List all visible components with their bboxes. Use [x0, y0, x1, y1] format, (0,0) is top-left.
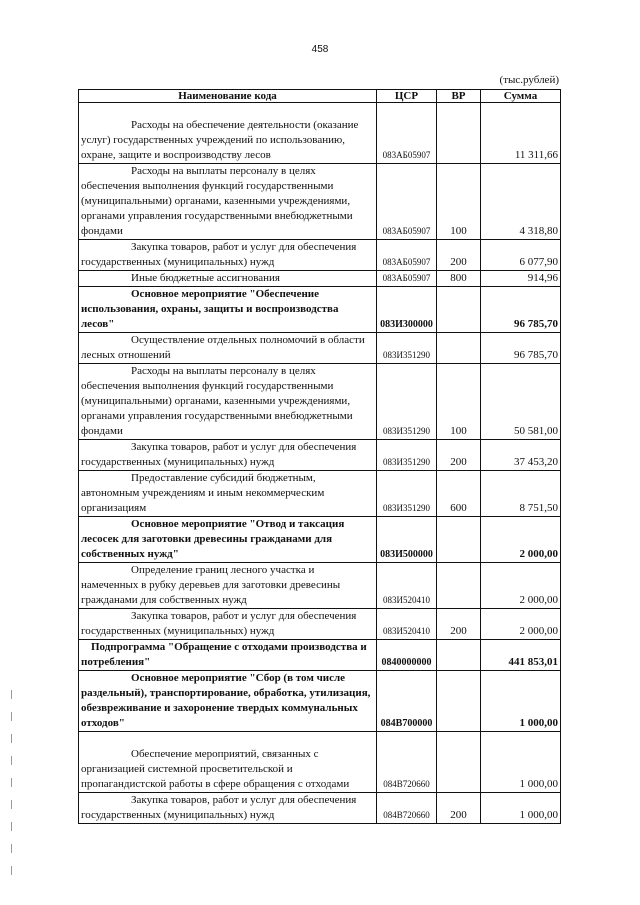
- row-csr: 083И500000: [377, 517, 437, 563]
- table-row: [79, 440, 561, 471]
- row-name-cell: [79, 640, 377, 671]
- row-vr: 600: [437, 471, 481, 517]
- row-name-cell: [79, 287, 377, 333]
- row-sum: 2 000,00: [481, 563, 561, 609]
- row-csr: 083И520410: [377, 609, 437, 640]
- row-sum: 50 581,00: [481, 364, 561, 440]
- row-vr: 200: [437, 609, 481, 640]
- row-csr: 083И300000: [377, 287, 437, 333]
- table-body: [79, 103, 561, 824]
- row-name-cell: [79, 517, 377, 563]
- row-name: Подпрограмма "Обращение с отходами производства и потребления": [81, 641, 367, 668]
- header-sum: Сумма: [481, 90, 561, 103]
- row-name-cell: [79, 793, 377, 824]
- row-name: Определение границ лесного участка и намеченных в рубку деревьев для заготовки древесины гражданами для собственных нужд: [81, 564, 341, 606]
- header-csr: ЦСР: [377, 90, 437, 103]
- row-name: Осуществление отдельных полномочий в области лесных отношений: [81, 334, 365, 361]
- row-name-cell: [79, 563, 377, 609]
- table-header-row: [79, 90, 561, 103]
- units-label: (тыс.рублей): [499, 74, 559, 86]
- row-csr: 083АБ05907: [377, 103, 437, 164]
- row-name-cell: [79, 671, 377, 732]
- row-vr: 800: [437, 271, 481, 287]
- row-csr: 083И351290: [377, 471, 437, 517]
- row-csr: 083АБ05907: [377, 164, 437, 240]
- row-sum: 2 000,00: [481, 517, 561, 563]
- table-row: [79, 732, 561, 793]
- row-name-cell: [79, 471, 377, 517]
- table-row: [79, 563, 561, 609]
- row-name: Основное мероприятие "Обеспечение использования, охраны, защиты и воспроизводства лесов": [81, 288, 339, 330]
- table-row: [79, 640, 561, 671]
- row-name: Расходы на обеспечение деятельности (оказание услуг) государственных учреждений по использованию, охране, защите и воспроизводству лесов: [81, 119, 359, 161]
- row-sum: 2 000,00: [481, 609, 561, 640]
- table-row: [79, 240, 561, 271]
- row-vr: [437, 640, 481, 671]
- row-name-cell: [79, 271, 377, 287]
- row-sum: 1 000,00: [481, 732, 561, 793]
- row-csr: 083И351290: [377, 333, 437, 364]
- page-number: 458: [311, 44, 329, 55]
- row-csr: 0840000000: [377, 640, 437, 671]
- row-vr: 100: [437, 364, 481, 440]
- row-name-cell: [79, 440, 377, 471]
- row-name-cell: [79, 164, 377, 240]
- table-row: [79, 103, 561, 164]
- row-csr: 083И351290: [377, 440, 437, 471]
- row-sum: 1 000,00: [481, 793, 561, 824]
- row-sum: 1 000,00: [481, 671, 561, 732]
- row-vr: [437, 103, 481, 164]
- table-row: [79, 364, 561, 440]
- table-row: [79, 271, 561, 287]
- row-vr: [437, 671, 481, 732]
- row-vr: 200: [437, 440, 481, 471]
- row-vr: [437, 732, 481, 793]
- row-csr: 084В700000: [377, 671, 437, 732]
- row-sum: 4 318,80: [481, 164, 561, 240]
- header-vr: ВР: [437, 90, 481, 103]
- table-row: [79, 517, 561, 563]
- row-vr: [437, 287, 481, 333]
- row-vr: 100: [437, 164, 481, 240]
- row-sum: 8 751,50: [481, 471, 561, 517]
- table-row: [79, 609, 561, 640]
- row-name-cell: [79, 609, 377, 640]
- row-sum: 914,96: [481, 271, 561, 287]
- row-name: Основное мероприятие "Сбор (в том числе раздельный), транспортирование, обработка, утилизация, обезвреживание и захоронение твердых коммунальных отходов": [81, 672, 371, 729]
- row-sum: 441 853,01: [481, 640, 561, 671]
- row-sum: 96 785,70: [481, 287, 561, 333]
- table-row: [79, 793, 561, 824]
- row-name-cell: [79, 364, 377, 440]
- row-name: Расходы на выплаты персоналу в целях обеспечения выполнения функций государственными (муниципальными) органами, казенными учреждениями, органами управления государственными внебюджетными фондами: [81, 365, 353, 437]
- row-vr: [437, 563, 481, 609]
- row-csr: 083АБ05907: [377, 271, 437, 287]
- scan-margin-marks: [9, 690, 15, 888]
- header-name: Наименование кода: [79, 90, 377, 103]
- row-name: Предоставление субсидий бюджетным, автономным учреждениям и иным некоммерческим организациям: [81, 472, 325, 514]
- table-row: [79, 164, 561, 240]
- row-vr: 200: [437, 240, 481, 271]
- table-row: [79, 333, 561, 364]
- row-name: Основное мероприятие "Отвод и таксация лесосек для заготовки древесины гражданами для собственных нужд": [81, 518, 345, 560]
- row-vr: [437, 517, 481, 563]
- row-sum: 6 077,90: [481, 240, 561, 271]
- row-name-cell: [79, 240, 377, 271]
- row-csr: 083И520410: [377, 563, 437, 609]
- row-name: Иные бюджетные ассигнования: [131, 272, 280, 284]
- table-row: [79, 671, 561, 732]
- row-csr: 083И351290: [377, 364, 437, 440]
- row-sum: 37 453,20: [481, 440, 561, 471]
- row-name: Обеспечение мероприятий, связанных с организацией системной просветительской и пропагандистской работы в сфере обращения с отходами: [81, 748, 350, 790]
- row-sum: 96 785,70: [481, 333, 561, 364]
- budget-table: [78, 89, 561, 824]
- row-csr: 084В720660: [377, 793, 437, 824]
- row-name-cell: [79, 732, 377, 793]
- row-vr: [437, 333, 481, 364]
- row-name: Закупка товаров, работ и услуг для обеспечения государственных (муниципальных) нужд: [81, 441, 357, 468]
- row-csr: 083АБ05907: [377, 240, 437, 271]
- row-name: Закупка товаров, работ и услуг для обеспечения государственных (муниципальных) нужд: [81, 794, 357, 821]
- table-row: [79, 471, 561, 517]
- row-name-cell: [79, 103, 377, 164]
- row-csr: 084В720660: [377, 732, 437, 793]
- row-sum: 11 311,66: [481, 103, 561, 164]
- row-name: Закупка товаров, работ и услуг для обеспечения государственных (муниципальных) нужд: [81, 241, 357, 268]
- row-name: Закупка товаров, работ и услуг для обеспечения государственных (муниципальных) нужд: [81, 610, 357, 637]
- table-row: [79, 287, 561, 333]
- row-name: Расходы на выплаты персоналу в целях обеспечения выполнения функций государственными (муниципальными) органами, казенными учреждениями, органами управления государственными внебюджетными фондами: [81, 165, 353, 237]
- row-vr: 200: [437, 793, 481, 824]
- row-name-cell: [79, 333, 377, 364]
